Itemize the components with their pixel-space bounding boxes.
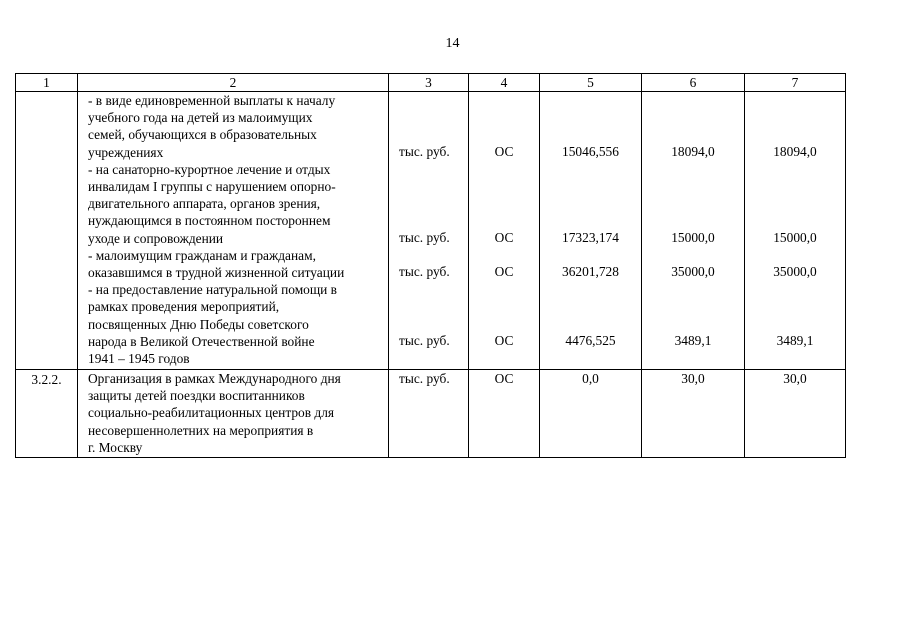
value-col7: 18094,0 bbox=[773, 144, 817, 159]
value-col6-cell bbox=[642, 92, 745, 370]
value-col6: 15000,0 bbox=[671, 230, 715, 245]
description-line: несовершеннолетних на мероприятия в bbox=[88, 422, 314, 438]
fund-value: ОС bbox=[494, 333, 514, 348]
table-row bbox=[16, 370, 846, 458]
value-col7-cell bbox=[745, 370, 846, 458]
unit-value: тыс. руб. bbox=[399, 144, 450, 159]
value-col6: 18094,0 bbox=[671, 144, 715, 159]
value-col7: 35000,0 bbox=[773, 264, 817, 279]
unit-value: тыс. руб. bbox=[399, 333, 450, 348]
fund-value: ОС bbox=[494, 144, 514, 159]
column-header-2: 2 bbox=[78, 74, 389, 92]
value-col6-cell bbox=[642, 370, 745, 458]
value-col6: 30,0 bbox=[681, 371, 705, 386]
description-line: нуждающимся в постоянном постороннем bbox=[88, 213, 331, 229]
column-header-7: 7 bbox=[745, 74, 846, 92]
description-line: учреждениях bbox=[88, 144, 164, 160]
description-cell bbox=[78, 370, 389, 458]
description-line: народа в Великой Отечественной войне bbox=[88, 333, 315, 349]
column-header-4: 4 bbox=[469, 74, 540, 92]
fund-value: ОС bbox=[494, 264, 514, 279]
value-col5-cell bbox=[540, 370, 642, 458]
unit-value: тыс. руб. bbox=[399, 264, 450, 279]
unit-value: тыс. руб. bbox=[399, 230, 450, 245]
column-header-3: 3 bbox=[389, 74, 469, 92]
page-number: 14 bbox=[445, 36, 460, 51]
value-col7-cell bbox=[745, 92, 846, 370]
description-line: защиты детей поездки воспитанников bbox=[88, 388, 305, 404]
value-col7: 15000,0 bbox=[773, 230, 817, 245]
column-header-5: 5 bbox=[540, 74, 642, 92]
value-col6: 3489,1 bbox=[674, 333, 712, 348]
description-line: - малоимущим гражданам и гражданам, bbox=[88, 247, 316, 263]
value-col5-cell bbox=[540, 92, 642, 370]
fund-cell bbox=[469, 92, 540, 370]
value-col5: 4476,525 bbox=[565, 333, 616, 348]
unit-cell bbox=[389, 92, 469, 370]
description-line: оказавшимся в трудной жизненной ситуации bbox=[88, 265, 345, 281]
value-col5: 0,0 bbox=[582, 371, 599, 386]
unit-cell bbox=[389, 370, 469, 458]
description-line: уходе и сопровождении bbox=[88, 230, 224, 246]
description-line: инвалидам I группы с нарушением опорно- bbox=[88, 179, 336, 195]
row-code-cell bbox=[16, 92, 78, 370]
description-line: - в виде единовременной выплаты к началу bbox=[88, 93, 336, 108]
fund-cell bbox=[469, 370, 540, 458]
fund-value: ОС bbox=[494, 230, 514, 245]
value-col7: 3489,1 bbox=[776, 333, 814, 348]
value-col7: 30,0 bbox=[783, 371, 807, 386]
description-line: семей, обучающихся в образовательных bbox=[88, 127, 317, 143]
description-line: - на предоставление натуральной помощи в bbox=[88, 282, 338, 298]
budget-table bbox=[15, 73, 846, 458]
fund-value: ОС bbox=[494, 371, 514, 386]
description-line: рамках проведения мероприятий, bbox=[88, 299, 280, 315]
description-line: г. Москву bbox=[88, 439, 143, 455]
description-line: 1941 – 1945 годов bbox=[88, 351, 190, 367]
value-col6: 35000,0 bbox=[671, 264, 715, 279]
description-line: учебного года на детей из малоимущих bbox=[88, 110, 313, 126]
description-line: социально-реабилитационных центров для bbox=[88, 405, 335, 421]
column-header-1: 1 bbox=[16, 74, 78, 92]
description-line: посвященных Дню Победы советского bbox=[88, 316, 309, 332]
value-col5: 17323,174 bbox=[562, 230, 619, 245]
description-line: двигательного аппарата, органов зрения, bbox=[88, 196, 321, 212]
column-number-row bbox=[16, 74, 846, 92]
unit-value: тыс. руб. bbox=[399, 371, 450, 386]
description-line: Организация в рамках Международного дня bbox=[88, 371, 341, 386]
description-line: - на санаторно-курортное лечение и отдых bbox=[88, 161, 331, 177]
row-code-cell: 3.2.2. bbox=[16, 370, 78, 458]
description-cell bbox=[78, 92, 389, 370]
value-col5: 15046,556 bbox=[562, 144, 619, 159]
value-col5: 36201,728 bbox=[562, 264, 619, 279]
table-row bbox=[16, 92, 846, 370]
column-header-6: 6 bbox=[642, 74, 745, 92]
